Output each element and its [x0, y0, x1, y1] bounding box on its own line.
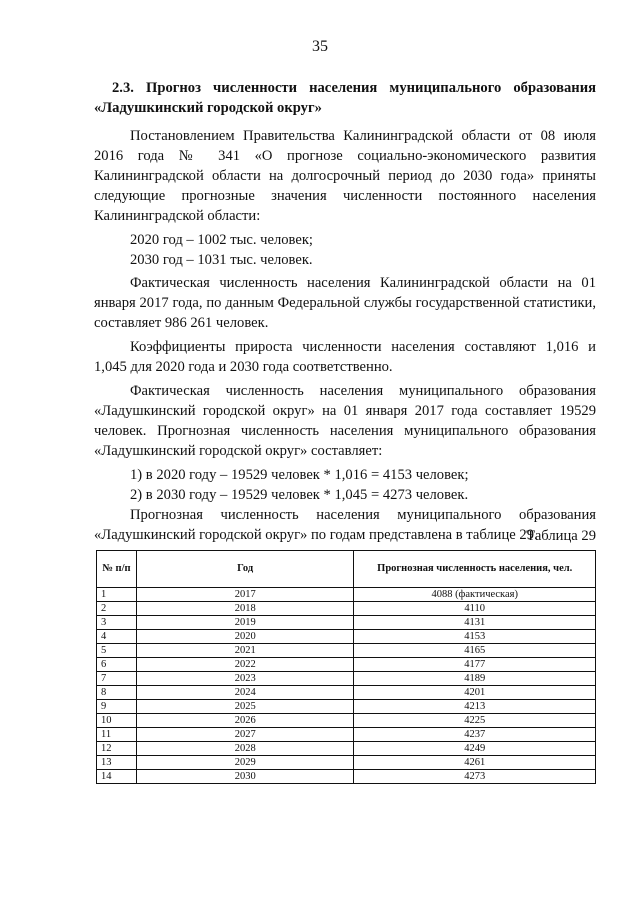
- row-population: 4273: [354, 770, 596, 784]
- table-row: [97, 728, 596, 742]
- header-year: Год: [136, 551, 354, 588]
- row-number: 1: [97, 588, 137, 602]
- paragraph-table-intro: Прогнозная численность населения муниципального образования «Ладушкинский городской округ» по годам представлена в таблице 29.: [94, 507, 596, 543]
- row-number: 13: [97, 756, 137, 770]
- row-population: 4110: [354, 602, 596, 616]
- row-year: 2028: [136, 742, 354, 756]
- row-population: 4201: [354, 686, 596, 700]
- row-number: 7: [97, 672, 137, 686]
- row-year: 2029: [136, 756, 354, 770]
- row-year: 2017: [136, 588, 354, 602]
- table-row: [97, 588, 596, 602]
- page-number: 35: [312, 38, 328, 55]
- row-number: 6: [97, 658, 137, 672]
- paragraph-actual-municipality: Фактическая численность населения муниципального образования «Ладушкинский городской округ» на 01 января 2017 года составляет 19529 человек. Прогнозная численность населения муниципального образования «Ладушкинский городской округ» составляет:: [94, 383, 596, 459]
- table-row: [97, 714, 596, 728]
- row-year: 2024: [136, 686, 354, 700]
- table-row: [97, 742, 596, 756]
- row-number: 12: [97, 742, 137, 756]
- row-number: 2: [97, 602, 137, 616]
- row-year: 2026: [136, 714, 354, 728]
- header-population: Прогнозная численность населения, чел.: [354, 551, 596, 588]
- row-population: 4088 (фактическая): [354, 588, 596, 602]
- row-number: 8: [97, 686, 137, 700]
- table-row: [97, 602, 596, 616]
- row-number: 10: [97, 714, 137, 728]
- row-number: 9: [97, 700, 137, 714]
- row-number: 14: [97, 770, 137, 784]
- row-year: 2027: [136, 728, 354, 742]
- row-population: 4177: [354, 658, 596, 672]
- row-year: 2022: [136, 658, 354, 672]
- forecast-2030: 2030 год – 1031 тыс. человек.: [130, 252, 313, 268]
- table-row: [97, 630, 596, 644]
- row-year: 2021: [136, 644, 354, 658]
- row-year: 2020: [136, 630, 354, 644]
- row-population: 4165: [354, 644, 596, 658]
- section-number: 2.3.: [112, 80, 134, 96]
- row-population: 4131: [354, 616, 596, 630]
- table-row: [97, 616, 596, 630]
- row-number: 4: [97, 630, 137, 644]
- table-row: [97, 658, 596, 672]
- row-population: 4213: [354, 700, 596, 714]
- table-row: [97, 756, 596, 770]
- table-row: [97, 770, 596, 784]
- row-population: 4249: [354, 742, 596, 756]
- table-label: Таблица 29: [526, 528, 596, 544]
- header-num: № п/п: [97, 551, 137, 588]
- row-population: 4225: [354, 714, 596, 728]
- forecast-2020: 2020 год – 1002 тыс. человек;: [130, 232, 313, 248]
- paragraph-coefficients: Коэффициенты прироста численности населения составляют 1,016 и 1,045 для 2020 года и 2030 года соответственно.: [94, 339, 596, 375]
- paragraph-resolution: Постановлением Правительства Калининградской области от 08 июля 2016 года № 341 «О прогнозе социально-экономического развития Калининградской области на долгосрочный период до 2030 года» приняты следующие прогнозные значения численности постоянного населения Калининградской области:: [94, 128, 596, 224]
- row-number: 11: [97, 728, 137, 742]
- row-population: 4189: [354, 672, 596, 686]
- table-row: [97, 644, 596, 658]
- row-population: 4153: [354, 630, 596, 644]
- row-year: 2025: [136, 700, 354, 714]
- row-year: 2018: [136, 602, 354, 616]
- table-row: [97, 686, 596, 700]
- row-number: 3: [97, 616, 137, 630]
- row-year: 2023: [136, 672, 354, 686]
- population-forecast-table: [96, 550, 596, 784]
- row-population: 4237: [354, 728, 596, 742]
- table-header-row: [97, 551, 596, 588]
- row-year: 2019: [136, 616, 354, 630]
- list-item-2020: 1) в 2020 году – 19529 человек * 1,016 = 4153 человек;: [130, 467, 469, 483]
- section-title: Прогноз численности населения муниципального образования «Ладушкинский городской округ»: [94, 80, 596, 116]
- paragraph-actual-region: Фактическая численность населения Калининградской области на 01 января 2017 года, по данным Федеральной службы государственной статистики, составляет 986 261 человек.: [94, 275, 596, 331]
- list-item-2030: 2) в 2030 году – 19529 человек * 1,045 = 4273 человек.: [130, 487, 469, 503]
- row-number: 5: [97, 644, 137, 658]
- table-row: [97, 700, 596, 714]
- section-heading: [94, 78, 596, 118]
- table-row: [97, 672, 596, 686]
- row-year: 2030: [136, 770, 354, 784]
- row-population: 4261: [354, 756, 596, 770]
- document-body: [94, 126, 596, 549]
